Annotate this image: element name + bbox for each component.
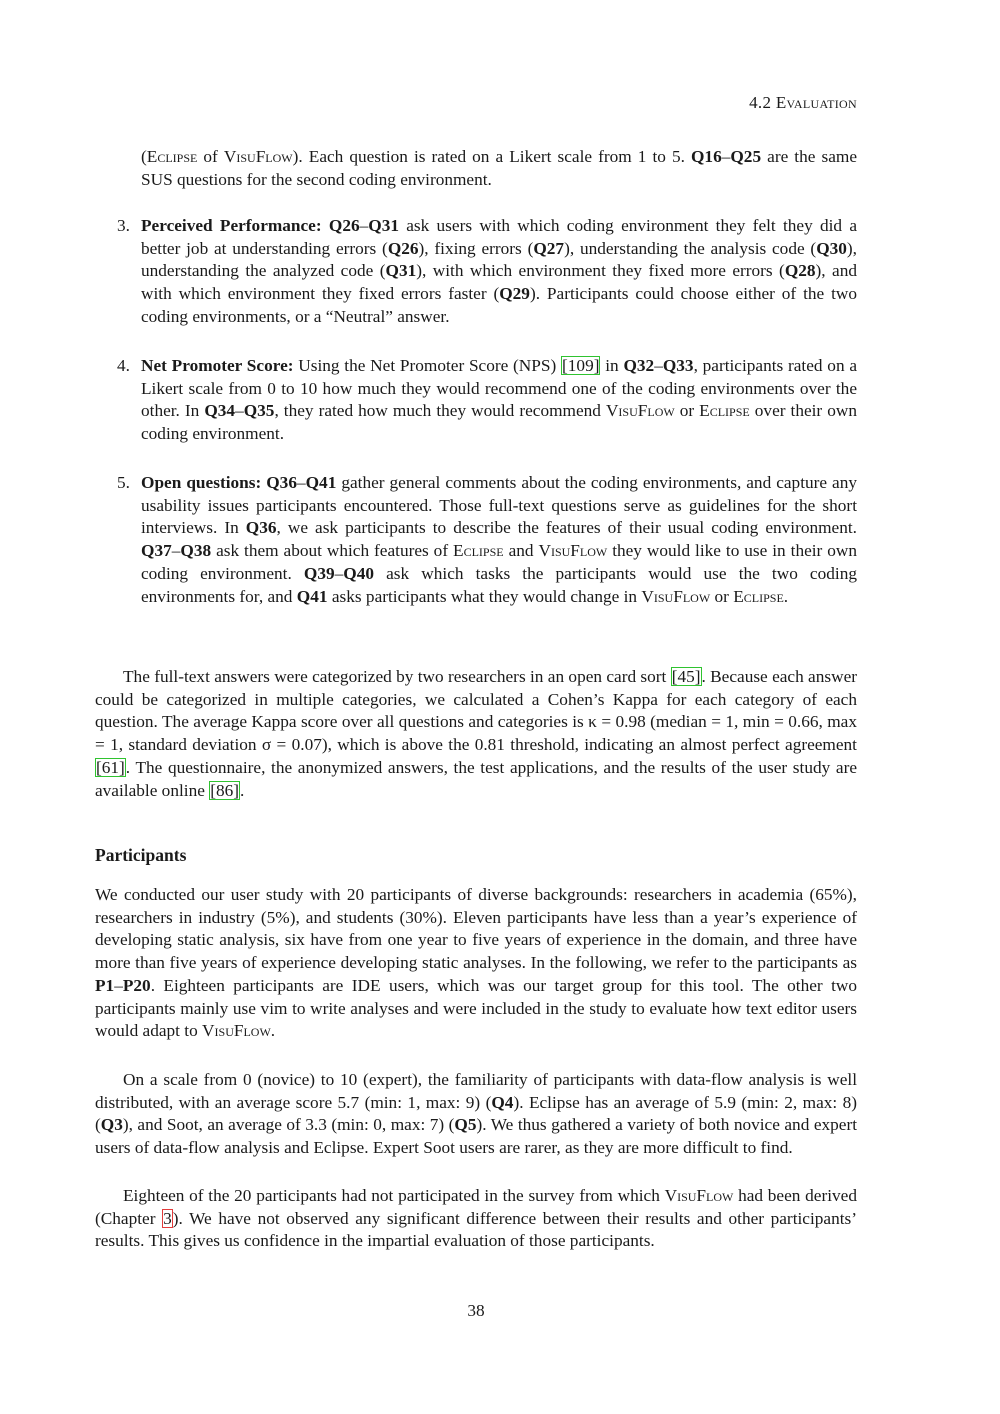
paragraph-participants: We conducted our user study with 20 participants of diverse backgrounds: researchers in academia (65%), researchers in industry (5%), and students (30%). Eleven participants have less than a year’s experience of developing static analysis, six have from one year to five years of experience in the domain, and three have more than five years of experience developing static analyses. In the following, we refer to the participants as P1–P20. Eighteen participants are IDE users, which was our target group for this tool. The other two participants mainly use vim to write analyses and were included in the study to evaluate how text editor users would adapt to VisuFlow. [95, 885, 857, 1041]
citation-link[interactable]: [61] [96, 757, 125, 777]
citation-link[interactable]: [45] [671, 667, 701, 686]
list-item-3: 3. Perceived Performance: Q26–Q31 ask users with which coding environment they felt they did a better job at understanding errors (Q26), fixing errors (Q27), understanding the analysis code (Q30), understanding the analyzed code (Q31), with which environment they fixed more errors (Q28), and with which environment they fixed errors faster (Q29). Participants could choose either of the two coding environments, or a “Neutral” answer. [117, 216, 857, 326]
list-item-4: 4. Net Promoter Score: Using the Net Promoter Score (NPS) [109] in Q32–Q33, participants rated on a Likert scale from 0 to 10 how much they would recommend one of the coding environments over the other. In Q34–Q35, they rated how much they would recommend VisuFlow or Eclipse over their own coding environment. [117, 356, 858, 444]
citation-link[interactable]: [109] [562, 356, 600, 375]
page-number: 38 [467, 1301, 485, 1320]
tool-name: Eclipse [146, 147, 198, 166]
tool-name: VisuFlow [223, 147, 293, 166]
paragraph-survey: Eighteen of the 20 participants had not participated in the survey from which VisuFlow had been derived (Chapter 3). We have not observed any significant difference between their results and other participants’ results. This gives us confidence in the impartial evaluation of those participants. [95, 1186, 857, 1251]
citation-link[interactable]: [86] [210, 780, 240, 800]
paragraph-familiarity: On a scale from 0 (novice) to 10 (expert), the familiarity of participants with data-flow analysis is well distributed, with an average score 5.7 (min: 1, max: 9) (Q4). Eclipse has an average of 5.9 (min: 2, max: 8) (Q3), and Soot, an average of 3.3 (min: 0, max: 7) (Q5). We thus gathered a variety of both novice and expert users of data-flow analysis and Eclipse. Expert Soot users are rarer, as they are more difficult to find. [95, 1070, 857, 1158]
paragraph-card-sort: The full-text answers were categorized by two researchers in an open card sort [45]. Because each answer could be categorized in multiple categories, we calculated a Cohen’s Kappa for each category of each question. The average Kappa score over all questions and categories is κ = 0.98 (median = 1, min = 0.66, max = 1, standard deviation σ = 0.07), which is above the 0.81 threshold, indicating an almost perfect agreement [61]. The questionnaire, the anonymized answers, the test applications, and the results of the user study are available online [86]. [95, 667, 857, 800]
running-header: 4.2 Evaluation [749, 93, 857, 112]
item-2-continuation: (Eclipse of VisuFlow). Each question is rated on a Likert scale from 1 to 5. Q16–Q25 are the same SUS questions for the second coding environment. [141, 147, 857, 189]
chapter-link[interactable]: 3 [163, 1208, 172, 1228]
list-item-5: 5. Open questions: Q36–Q41 gather general comments about the coding environments, and capture any usability issues participants encountered. Those full-text questions serve as guidelines for the short interviews. In Q36, we ask participants to describe the features of their usual coding environment. Q37–Q38 ask them about which features of Eclipse and VisuFlow they would like to use in their own coding environment. Q39–Q40 ask which tasks the participants would use the two coding environments for, and Q41 asks participants what they would change in VisuFlow or Eclipse. [117, 473, 858, 606]
section-heading: Participants [95, 845, 187, 865]
